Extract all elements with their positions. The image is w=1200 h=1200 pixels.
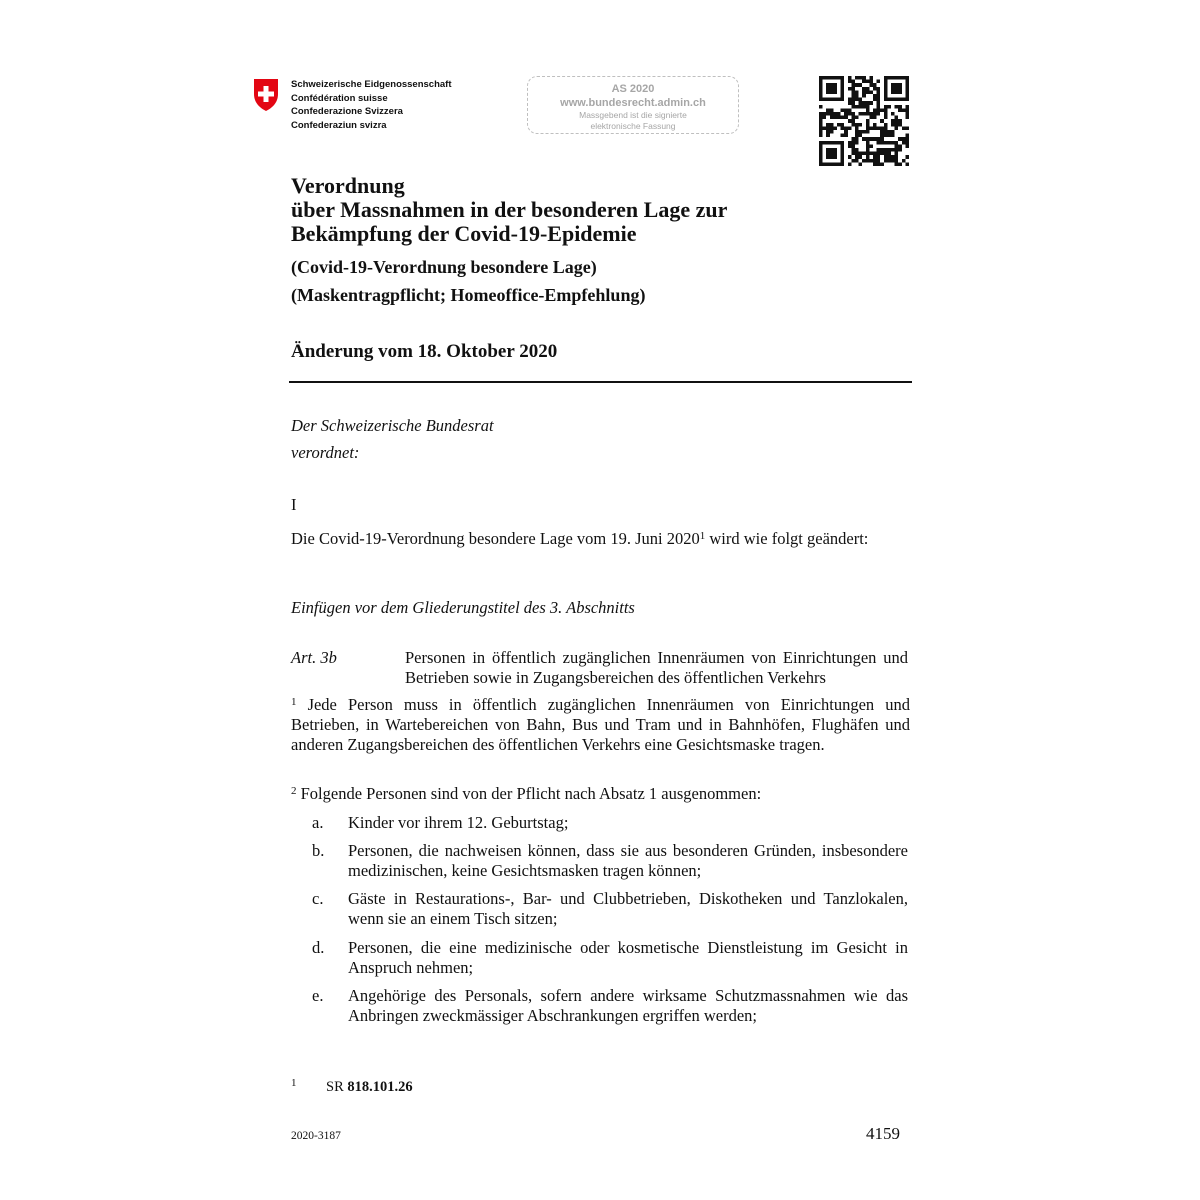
list-item-letter: e. xyxy=(312,986,324,1005)
enacting-authority: Der Schweizerische Bundesrat xyxy=(291,416,494,435)
article-label: Art. 3b xyxy=(291,648,337,667)
enacting-formula xyxy=(291,412,811,466)
footnote-ref: 1 xyxy=(699,530,706,542)
official-collection-stamp xyxy=(527,76,739,134)
paragraph-number: 2 xyxy=(291,785,297,797)
footnote-prefix: SR xyxy=(326,1079,348,1095)
footnote-text xyxy=(326,1079,413,1096)
amendment-date: Änderung vom 18. Oktober 2020 xyxy=(291,341,558,362)
title-divider xyxy=(289,381,912,383)
qr-code-icon xyxy=(819,76,909,166)
confederation-line: Confédération suisse xyxy=(291,92,388,104)
stamp-note: Massgebend ist die signierte xyxy=(579,110,687,120)
article-title: Personen in öffentlich zugänglichen Innenräumen von Einrichtungen und Betrieben sowie in Zugangsbereichen des öffentlichen Verkehrs xyxy=(405,648,908,687)
topic-title: (Maskentragpflicht; Homeoffice-Empfehlung) xyxy=(291,285,646,305)
list-item-letter: d. xyxy=(312,938,325,957)
stamp-note: elektronische Fassung xyxy=(590,121,676,131)
list-item-letter: c. xyxy=(312,889,324,908)
document-subtitle xyxy=(291,253,645,309)
list-item-text: Kinder vor ihrem 12. Geburtstag; xyxy=(348,813,569,832)
page-number: 4159 xyxy=(866,1124,900,1143)
list-item-text: Angehörige des Personals, sofern andere wirksame Schutzmassnahmen wie das Anbringen zweckmässiger Abschrankungen ergriffen werden; xyxy=(348,986,908,1025)
confederation-line: Confederaziun svizra xyxy=(291,119,387,131)
confederation-line: Confederazione Svizzera xyxy=(291,106,403,117)
stamp-url: www.bundesrecht.admin.ch xyxy=(560,97,706,109)
list-item-text: Gäste in Restaurations-, Bar- und Clubbetrieben, Diskotheken und Tanzlokalen, wenn sie an einem Tisch sitzen; xyxy=(348,889,908,928)
list-item-letter: b. xyxy=(312,841,325,860)
list-item-text: Personen, die eine medizinische oder kosmetische Dienstleistung im Gesicht in Anspruch nehmen; xyxy=(348,938,908,977)
title-line: Bekämpfung der Covid-19-Epidemie xyxy=(291,221,637,246)
paragraph-text: Folgende Personen sind von der Pflicht nach Absatz 1 ausgenommen: xyxy=(296,784,762,803)
footnote-number: 1 xyxy=(291,1077,297,1089)
swiss-coat-of-arms-icon xyxy=(252,78,280,112)
paragraph-text: Jede Person muss in öffentlich zugänglichen Innenräumen von Einrichtungen und Betrieben, in Wartebereichen von Bahn, Bus und Tram und in Bahnhöfen, Flughäfen und anderen Zugangsbereichen des öffentlichen Verkehrs eine Gesichtsmaske tragen. xyxy=(291,695,910,754)
paragraph-text: wird wie folgt geändert: xyxy=(705,529,869,548)
title-line: Verordnung xyxy=(291,173,405,198)
short-title: (Covid-19-Verordnung besondere Lage) xyxy=(291,257,597,277)
confederation-name xyxy=(291,78,452,132)
list-item-text: Personen, die nachweisen können, dass sie aus besonderen Gründen, insbesondere medizinischen, keine Gesichtsmasken tragen können; xyxy=(348,841,908,880)
insertion-note: Einfügen vor dem Gliederungstitel des 3. Abschnitts xyxy=(291,598,635,617)
confederation-line: Schweizerische Eidgenossenschaft xyxy=(291,79,452,90)
enacting-verb: verordnet: xyxy=(291,443,360,462)
document-number: 2020-3187 xyxy=(291,1130,341,1142)
paragraph-number: 1 xyxy=(291,696,297,708)
document-title xyxy=(291,174,727,246)
stamp-collection: AS 2020 xyxy=(611,83,655,95)
section-number: I xyxy=(291,495,297,514)
footnote-reference: 818.101.26 xyxy=(347,1079,413,1095)
list-item-letter: a. xyxy=(312,813,324,832)
title-line: über Massnahmen in der besonderen Lage zur xyxy=(291,197,728,222)
paragraph-text: Die Covid-19-Verordnung besondere Lage vom 19. Juni 2020 xyxy=(291,529,700,548)
amendment-intro-paragraph xyxy=(291,529,910,549)
paragraph-2 xyxy=(291,784,910,804)
paragraph-1 xyxy=(291,695,910,755)
